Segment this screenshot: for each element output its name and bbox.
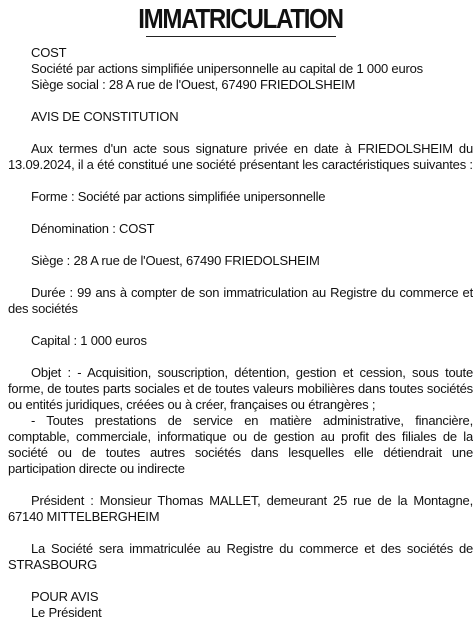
objet-part-2: - Toutes prestations de service en matière administrative, financière, comptable, commerciale, informatique ou de gestion au profit des filiales de la société ou de toutes autres sociétés dans lesquelles elle détiendrait une participation directe ou indirecte — [8, 413, 473, 476]
company-form-capital: Société par actions simplifiée unipersonnelle au capital de 1 000 euros — [31, 61, 423, 76]
denomination-line: Dénomination : COST — [31, 221, 155, 236]
siege-line: Siège : 28 A rue de l'Ouest, 67490 FRIEDOLSHEIM — [31, 253, 320, 268]
closing-block — [8, 589, 473, 621]
company-header — [8, 45, 473, 93]
president-paragraph: Président : Monsieur Thomas MALLET, demeurant 25 rue de la Montagne, 67140 MITTELBERGHEIM — [8, 493, 473, 524]
capital-line: Capital : 1 000 euros — [31, 333, 147, 348]
immatriculation-paragraph: La Société sera immatriculée au Registre du commerce et des sociétés de STRASBOURG — [8, 541, 473, 572]
signatory: Le Président — [31, 605, 102, 620]
company-registered-office: Siège social : 28 A rue de l'Ouest, 67490 FRIEDOLSHEIM — [31, 77, 356, 92]
objet-part-1: Objet : - Acquisition, souscription, détention, gestion et cession, sous toute forme, de toutes parts sociales et de toutes valeurs mobilières dans toutes sociétés ou entités juridiques, créées ou à créer, françaises ou étrangères ; — [8, 365, 473, 412]
duree-paragraph: Durée : 99 ans à compter de son immatriculation au Registre du commerce et des sociétés — [8, 285, 473, 316]
legal-notice — [8, 0, 473, 637]
title-underline — [146, 36, 336, 37]
pour-avis: POUR AVIS — [31, 589, 99, 604]
forme-line: Forme : Société par actions simplifiée unipersonnelle — [31, 189, 326, 204]
objet-paragraph — [8, 365, 473, 477]
avis-heading: AVIS DE CONSTITUTION — [31, 109, 179, 124]
intro-paragraph: Aux termes d'un acte sous signature privée en date à FRIEDOLSHEIM du 13.09.2024, il a été constitué une société présentant les caractéristiques suivantes : — [8, 141, 473, 172]
company-name: COST — [31, 45, 67, 60]
notice-body — [8, 45, 473, 621]
notice-title: IMMATRICULATION — [138, 3, 343, 34]
